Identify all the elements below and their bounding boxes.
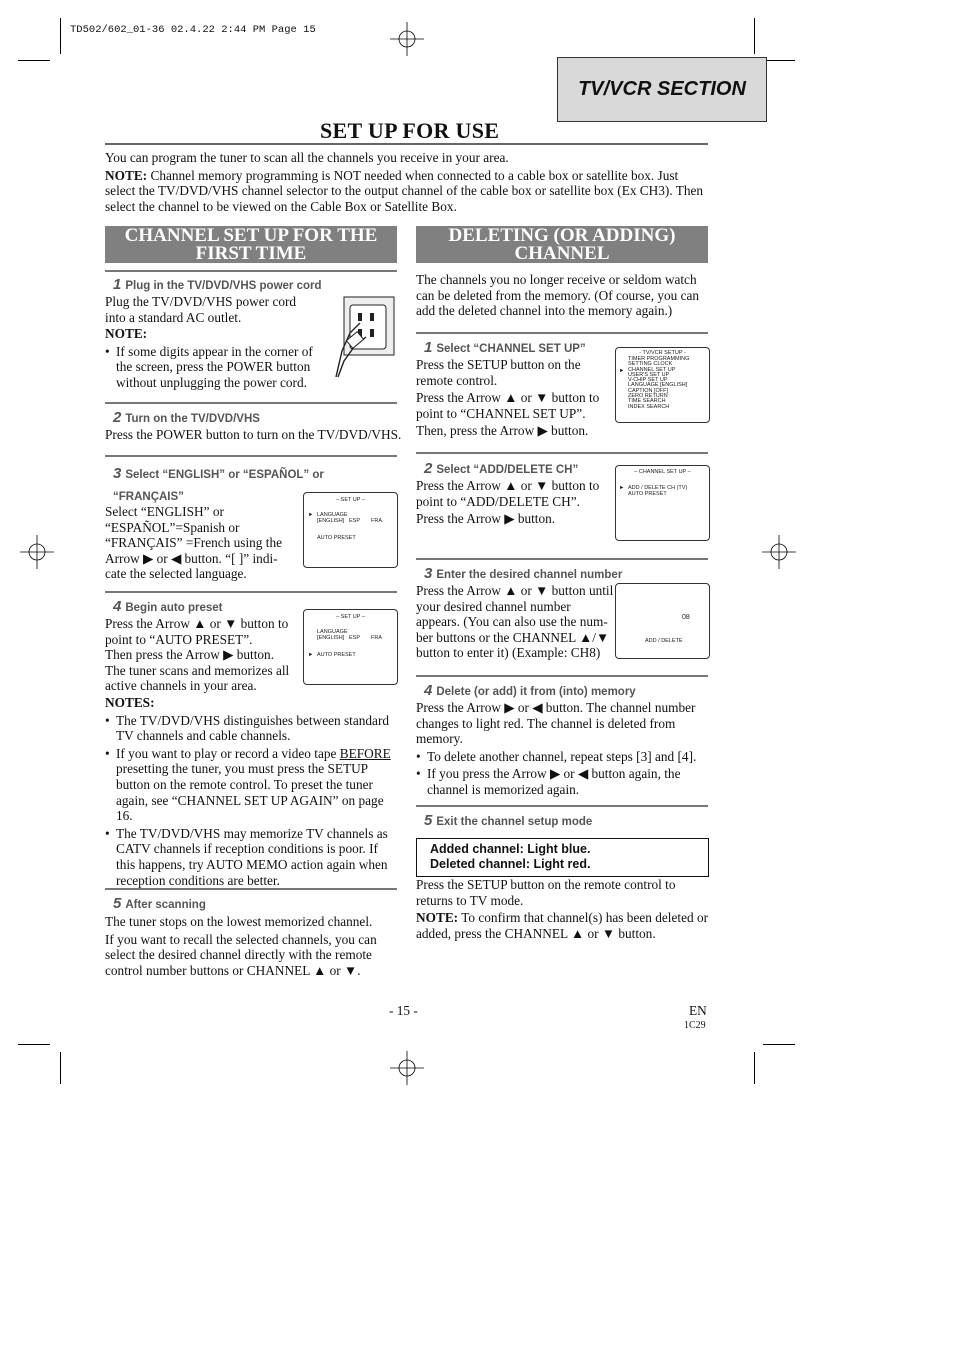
menu-list	[628, 357, 689, 410]
body-line: your desired channel number	[416, 598, 571, 614]
body-line: “ESPAÑOL”=Spanish or	[105, 519, 240, 535]
color-legend-box	[416, 838, 709, 877]
menu-item: LANGUAGE [ENGLISH]	[628, 382, 688, 389]
step-title: Begin auto preset	[125, 602, 223, 614]
step-4-list	[416, 749, 709, 798]
right-step-4-body	[416, 700, 709, 798]
bullet-line: the screen, press the POWER button	[116, 359, 311, 375]
cursor-icon: ►	[308, 512, 314, 518]
body-line: cate the selected language.	[105, 566, 247, 582]
step-rule	[105, 402, 397, 404]
step-title: Enter the desired channel number	[436, 569, 623, 581]
step-number: 2	[424, 460, 433, 477]
bullet-line: If some digits appear in the corner of	[116, 343, 313, 359]
left-section-banner	[105, 226, 397, 263]
body-line: Then, press the Arrow ▶ button.	[416, 423, 589, 439]
step-rule	[416, 558, 708, 560]
body-line: point to “ADD/DELETE CH”.	[416, 493, 580, 509]
body-line: Press the Arrow ▲ or ▼ button to	[416, 390, 600, 406]
right-step-2-body	[416, 478, 611, 527]
step-5-body	[105, 914, 395, 978]
crop-mark	[763, 60, 795, 61]
cursor-icon: ►	[619, 485, 625, 491]
step-3-heading	[113, 463, 324, 508]
right-step-2-heading	[424, 460, 578, 477]
step-rule	[416, 332, 708, 334]
step-1-heading	[113, 276, 322, 293]
legend-line: Added channel: Light blue.	[430, 842, 591, 856]
crop-mark	[60, 1052, 61, 1084]
osd-tvvcr-setup-screen	[615, 347, 710, 423]
step-title: Delete (or add) it from (into) memory	[436, 686, 636, 698]
note-label: NOTE:	[105, 326, 148, 342]
body-line: ber buttons or the CHANNEL ▲/▼	[416, 629, 610, 645]
intro-paragraph	[105, 150, 708, 214]
note-list	[105, 344, 325, 391]
notes-label: NOTES:	[105, 695, 155, 710]
body-line: Press the SETUP button on the	[416, 357, 581, 372]
step-4-heading	[113, 598, 222, 615]
menu-item: [ENGLISH]	[317, 635, 345, 641]
screen-label: ADD / DELETE	[645, 638, 683, 644]
menu-item: AUTO PRESET	[628, 491, 667, 497]
right-step-4-heading	[424, 682, 636, 699]
step-title: Turn on the TV/DVD/VHS	[125, 413, 260, 425]
body-line: active channels in your area.	[105, 678, 257, 694]
page-title: SET UP FOR USE	[320, 118, 500, 143]
step-3-body	[105, 504, 300, 582]
step-title: “FRANÇAIS”	[113, 491, 184, 503]
step-title: Select “ENGLISH” or “ESPAÑOL” or	[125, 469, 324, 481]
body-line: The tuner stops on the lowest memorized channel.	[105, 914, 373, 929]
step-2-heading	[113, 409, 260, 426]
body-line: point to “CHANNEL SET UP”.	[416, 405, 586, 421]
body-line: Press the Arrow ▶ button.	[416, 511, 556, 527]
osd-channel-number-screen	[615, 583, 710, 659]
menu-item: SETTING CLOCK	[628, 361, 673, 368]
step-rule	[105, 455, 397, 457]
banner-line: CHANNEL SET UP FOR THE	[124, 224, 378, 246]
right-step-3-body	[416, 583, 616, 661]
step-rule	[105, 270, 397, 272]
osd-setup-screen	[303, 492, 398, 568]
registration-mark-icon	[390, 1051, 424, 1085]
right-step-3-heading	[424, 565, 622, 582]
body-line: Press the Arrow ▲ or ▼ button to	[105, 616, 289, 631]
cursor-icon: ►	[619, 368, 625, 374]
legend-lines	[417, 839, 708, 872]
right-step-5-heading	[424, 812, 592, 829]
menu-item: ESP	[349, 635, 361, 641]
notes-list	[105, 713, 397, 889]
menu-item: CAPTION [OFF]	[628, 387, 669, 394]
osd-setup-screen	[303, 609, 398, 685]
crop-mark	[60, 18, 61, 54]
page-number: - 15 -	[389, 1003, 418, 1018]
menu-item: AUTO PRESET	[317, 535, 356, 541]
note-text: If you want to play or record a video tape	[116, 745, 340, 761]
body-line: “FRANÇAIS” =French using the	[105, 535, 283, 551]
section-badge: TV/VCR SECTION	[557, 57, 767, 122]
step-number: 4	[424, 682, 433, 699]
document-code: 1C29	[684, 1020, 706, 1031]
list-item: • To delete another channel, repeat steps [3] and [4].	[416, 749, 709, 765]
right-section-banner	[416, 226, 708, 263]
body-line: Then press the Arrow ▶ button.	[105, 647, 275, 663]
crop-mark	[763, 1044, 795, 1045]
screen-title: - TV/VCR SETUP -	[639, 350, 686, 356]
step-number: 1	[424, 339, 433, 356]
right-step-1-body	[416, 357, 611, 439]
crop-mark	[754, 18, 755, 54]
body-line: remote control.	[416, 372, 498, 388]
body-line: Select “ENGLISH” or	[105, 504, 224, 519]
registration-mark-icon	[762, 535, 796, 569]
menu-item: ZERO RETURN	[628, 393, 668, 400]
list-item	[105, 746, 397, 824]
note-text: presetting the tuner, you must press the SETUP button on the remote control. To preset the tuner again, see “CHANNEL SET UP AGAIN” on page 16.	[116, 761, 384, 824]
body-line: Press the Arrow ▲ or ▼ button until	[416, 583, 614, 598]
body-line: Arrow ▶ or ◀ button. “[ ]” indi-	[105, 550, 278, 566]
bullet-line: without unplugging the power cord.	[116, 374, 307, 390]
menu-item: [ENGLISH]	[317, 518, 345, 524]
step-number: 5	[424, 812, 433, 829]
banner-line: DELETING (OR ADDING)	[448, 224, 676, 246]
step-4-body	[105, 616, 305, 694]
step-number: 5	[113, 895, 122, 912]
menu-item: TIME SEARCH	[628, 398, 666, 405]
screen-title: – SET UP –	[336, 497, 365, 503]
step-rule	[105, 591, 397, 593]
note-emphasis: BEFORE	[339, 745, 391, 761]
menu-item: ADD / DELETE CH (TV)	[628, 485, 688, 491]
body-line: Press the SETUP button on the remote control to returns to TV mode.	[416, 877, 676, 908]
right-intro: The channels you no longer receive or seldom watch can be deleted from the memory. (Of course, you can add the deleted channel into the memory again.)	[416, 272, 700, 319]
screen-title: – SET UP –	[336, 614, 365, 620]
crop-mark	[18, 60, 50, 61]
step-5-note	[416, 910, 709, 941]
step-number: 3	[113, 465, 122, 482]
title-rule	[105, 143, 708, 145]
cursor-icon: ►	[308, 652, 314, 658]
step-number: 2	[113, 409, 122, 426]
step-title: Select “CHANNEL SET UP”	[436, 343, 586, 355]
note-text: To confirm that channel(s) has been deleted or added, press the CHANNEL ▲ or ▼ button.	[416, 910, 709, 941]
list-item: • The TV/DVD/VHS may memorize TV channels as CATV channels if reception conditions is poor. If this happens, try AUTO MEMO action again when reception conditions are better.	[105, 826, 397, 888]
menu-item: INDEX SEARCH	[628, 403, 670, 410]
menu-item: V-CHIP SET UP	[628, 377, 668, 384]
body-line: If you want to recall the selected channels, you can select the desired channel directly with the remote control number buttons or CHANNEL ▲ or ▼.	[105, 931, 377, 978]
step-rule	[416, 675, 708, 677]
ac-outlet-plug-icon	[330, 293, 398, 378]
menu-item: TIMER PROGRAMMING	[628, 356, 690, 362]
step-number: 1	[113, 276, 122, 293]
body-line: The tuner scans and memorizes all	[105, 662, 290, 678]
step-rule	[416, 452, 708, 454]
step-rule	[416, 805, 708, 807]
list-item	[105, 344, 325, 391]
menu-item: LANGUAGE	[317, 629, 348, 635]
crop-mark	[18, 1044, 50, 1045]
list-item: • If you press the Arrow ▶ or ◀ button again, the channel is memorized again.	[416, 766, 709, 797]
menu-item: FRA	[371, 518, 382, 524]
banner-line: FIRST TIME	[195, 242, 307, 264]
menu-item: AUTO PRESET	[317, 652, 356, 658]
legend-line: Deleted channel: Light red.	[430, 857, 591, 871]
banner-line: CHANNEL	[514, 242, 610, 264]
menu-item: FRA	[371, 635, 382, 641]
screen-title: – CHANNEL SET UP –	[634, 469, 691, 475]
body-line: button to enter it) (Example: CH8)	[416, 645, 601, 661]
intro-note	[105, 168, 708, 215]
intro-text: You can program the tuner to scan all the channels you receive in your area.	[105, 150, 509, 165]
right-step-5-body	[416, 877, 709, 941]
language-code: EN	[689, 1003, 707, 1018]
step-2-body: Press the POWER button to turn on the TV/DVD/VHS.	[105, 427, 402, 442]
osd-channel-setup-screen	[615, 465, 710, 541]
body-line: into a standard AC outlet.	[105, 309, 242, 325]
step-5-heading	[113, 895, 206, 912]
step-title: Select “ADD/DELETE CH”	[436, 464, 579, 476]
step-1-body	[105, 294, 325, 391]
print-header: TD502/602_01-36 02.4.22 2:44 PM Page 15	[70, 24, 316, 36]
body-line: appears. (You can also use the num-	[416, 614, 608, 630]
body-line: Plug the TV/DVD/VHS power cord	[105, 294, 297, 309]
body-line: Press the Arrow ▶ or ◀ button. The channel number changes to light red. The channel is deleted from memory.	[416, 700, 696, 747]
body-line: point to “AUTO PRESET”.	[105, 631, 253, 647]
menu-item: ESP	[349, 518, 361, 524]
channel-number: 08	[682, 614, 690, 621]
step-title: Plug in the TV/DVD/VHS power cord	[125, 280, 322, 292]
menu-item: USER'S SET UP	[628, 371, 670, 378]
note-text: Channel memory programming is NOT needed when connected to a cable box or satellite box. Just select the TV/DVD/VHS channel selector to the output channel of the cable box or satellite box (Ex CH3). Then select the channel to be viewed on the Cable Box or Satellite Box.	[105, 167, 704, 214]
registration-mark-icon	[20, 535, 54, 569]
registration-mark-icon	[390, 22, 424, 56]
note-label: NOTE:	[416, 910, 459, 926]
menu-item: LANGUAGE	[317, 512, 348, 518]
body-line: Press the Arrow ▲ or ▼ button to	[416, 478, 600, 493]
step-rule	[105, 888, 397, 890]
list-item: • The TV/DVD/VHS distinguishes between standard TV channels and cable channels.	[105, 713, 397, 744]
note-label: NOTE:	[105, 167, 148, 183]
right-step-1-heading	[424, 339, 586, 356]
menu-item: CHANNEL SET UP	[628, 366, 676, 373]
step-number: 3	[424, 565, 433, 582]
step-title: Exit the channel setup mode	[436, 816, 593, 828]
step-number: 4	[113, 598, 122, 615]
step-title: After scanning	[125, 899, 206, 911]
step-4-notes	[105, 695, 397, 888]
crop-mark	[754, 1052, 755, 1084]
